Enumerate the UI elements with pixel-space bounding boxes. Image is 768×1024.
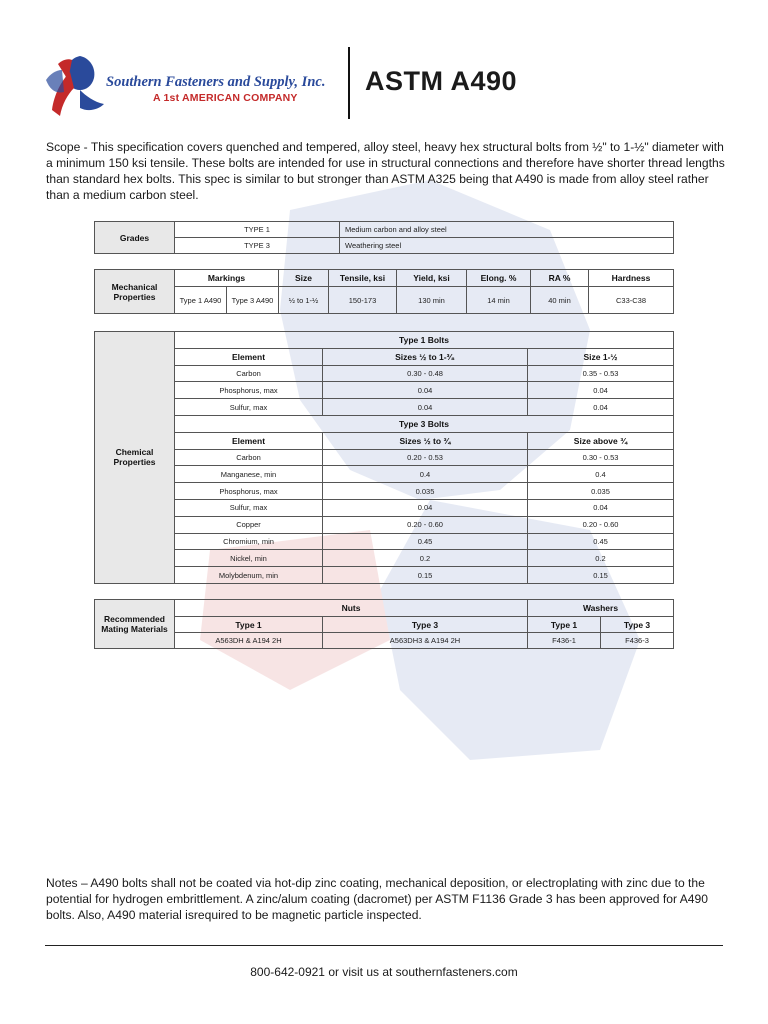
element-value-a: 0.20 - 0.60 <box>323 516 528 533</box>
type3-bolts-heading: Type 3 Bolts <box>175 415 674 432</box>
grade-type: TYPE 3 <box>175 238 340 254</box>
chemical-label: Chemical Properties <box>95 332 175 584</box>
element-value-a: 0.15 <box>323 567 528 584</box>
header-element: Element <box>175 348 323 365</box>
table-row <box>95 483 674 500</box>
header-ra: RA % <box>531 270 589 287</box>
yield-value: 130 min <box>397 287 467 314</box>
header-size-range-a: Sizes ½ to ¾ <box>323 432 528 449</box>
header-tensile: Tensile, ksi <box>329 270 397 287</box>
nut-type1-header: Type 1 <box>175 617 323 633</box>
element-value-a: 0.30 - 0.48 <box>323 365 528 382</box>
header-divider <box>348 47 350 119</box>
element-value-a: 0.45 <box>323 533 528 550</box>
size-value: ½ to 1-½ <box>279 287 329 314</box>
table-row <box>95 567 674 584</box>
element-value-a: 0.04 <box>323 382 528 399</box>
header-element: Element <box>175 432 323 449</box>
scope-paragraph: Scope - This specification covers quenched and tempered, alloy steel, heavy hex structural bolts from ½" to 1-½" diameter with a minimum 150 ksi tensile. These bolts are intended for use in structural connections and therefore have shorter thread lengths than standard hex bolts. This spec is similar to but stronger than ASTM A325 being that A490 is made from alloy steel rather than a medium carbon steel. <box>46 140 725 202</box>
element-name: Copper <box>175 516 323 533</box>
element-value-b: 0.15 <box>528 567 674 584</box>
element-value-b: 0.2 <box>528 550 674 567</box>
header-elongation: Elong. % <box>467 270 531 287</box>
element-value-b: 0.45 <box>528 533 674 550</box>
element-value-b: 0.4 <box>528 466 674 483</box>
nuts-heading: Nuts <box>175 600 528 617</box>
element-value-a: 0.04 <box>323 499 528 516</box>
table-row <box>95 516 674 533</box>
footer-contact: 800-642-0921 or visit us at southernfasteners.com <box>250 965 518 979</box>
nut-type1-value: A563DH & A194 2H <box>175 633 323 649</box>
element-value-a: 0.4 <box>323 466 528 483</box>
washer-type1-value: F436-1 <box>528 633 601 649</box>
element-value-b: 0.20 - 0.60 <box>528 516 674 533</box>
header-size: Size <box>279 270 329 287</box>
washer-type1-header: Type 1 <box>528 617 601 633</box>
nut-type3-value: A563DH3 & A194 2H <box>323 633 528 649</box>
header-markings: Markings <box>175 270 279 287</box>
grades-label: Grades <box>95 222 175 254</box>
table-row <box>95 365 674 382</box>
element-name: Phosphorus, max <box>175 483 323 500</box>
header-size-range-a: Sizes ½ to 1-³⁄₈ <box>323 348 528 365</box>
grade-type: TYPE 1 <box>175 222 340 238</box>
element-name: Phosphorus, max <box>175 382 323 399</box>
table-row <box>95 399 674 416</box>
element-value-b: 0.35 - 0.53 <box>528 365 674 382</box>
tensile-value: 150-173 <box>329 287 397 314</box>
company-tagline: A 1st AMERICAN COMPANY <box>153 92 298 104</box>
table-row <box>95 550 674 567</box>
mechanical-properties-table <box>94 269 674 314</box>
ra-value: 40 min <box>531 287 589 314</box>
element-name: Sulfur, max <box>175 499 323 516</box>
marking-type1: Type 1 A490 <box>175 287 227 314</box>
element-value-b: 0.04 <box>528 499 674 516</box>
washer-type3-value: F436-3 <box>601 633 674 649</box>
mating-materials-table <box>94 599 674 649</box>
element-name: Sulfur, max <box>175 399 323 416</box>
table-row <box>95 499 674 516</box>
element-name: Chromium, min <box>175 533 323 550</box>
element-value-a: 0.2 <box>323 550 528 567</box>
washers-heading: Washers <box>528 600 674 617</box>
grades-table <box>94 221 674 254</box>
grade-description: Weathering steel <box>340 238 674 254</box>
element-name: Nickel, min <box>175 550 323 567</box>
element-value-b: 0.04 <box>528 382 674 399</box>
grade-description: Medium carbon and alloy steel <box>340 222 674 238</box>
element-value-a: 0.20 - 0.53 <box>323 449 528 466</box>
table-row <box>95 466 674 483</box>
marking-type3: Type 3 A490 <box>227 287 279 314</box>
hardness-value: C33-C38 <box>589 287 674 314</box>
element-value-a: 0.04 <box>323 399 528 416</box>
nut-type3-header: Type 3 <box>323 617 528 633</box>
type1-bolts-heading: Type 1 Bolts <box>175 332 674 349</box>
document-title: ASTM A490 <box>365 66 518 96</box>
element-name: Molybdenum, min <box>175 567 323 584</box>
washer-type3-header: Type 3 <box>601 617 674 633</box>
table-row <box>95 382 674 399</box>
chemical-properties-table <box>94 331 674 584</box>
footer-divider <box>45 945 723 946</box>
notes-paragraph: Notes – A490 bolts shall not be coated via hot-dip zinc coating, mechanical deposition, or electroplating with zinc due to the potential for hydrogen embrittlement. A zinc/alum coating (dacromet) per ASTM F1136 Grade 3 has been approved for A490 bolts. Also, A490 material isrequired to be magnetic particle inspected. <box>46 876 708 922</box>
header-yield: Yield, ksi <box>397 270 467 287</box>
header-size-range-b: Size above ¾ <box>528 432 674 449</box>
element-value-b: 0.035 <box>528 483 674 500</box>
header-hardness: Hardness <box>589 270 674 287</box>
element-name: Manganese, min <box>175 466 323 483</box>
element-name: Carbon <box>175 449 323 466</box>
elongation-value: 14 min <box>467 287 531 314</box>
company-name: Southern Fasteners and Supply, Inc. <box>106 74 326 90</box>
element-value-a: 0.035 <box>323 483 528 500</box>
header-size-range-b: Size 1-½ <box>528 348 674 365</box>
mechanical-label: Mechanical Properties <box>95 270 175 314</box>
table-row <box>95 449 674 466</box>
mating-label: Recommended Mating Materials <box>95 600 175 649</box>
table-row <box>95 533 674 550</box>
element-value-b: 0.04 <box>528 399 674 416</box>
element-value-b: 0.30 - 0.53 <box>528 449 674 466</box>
element-name: Carbon <box>175 365 323 382</box>
